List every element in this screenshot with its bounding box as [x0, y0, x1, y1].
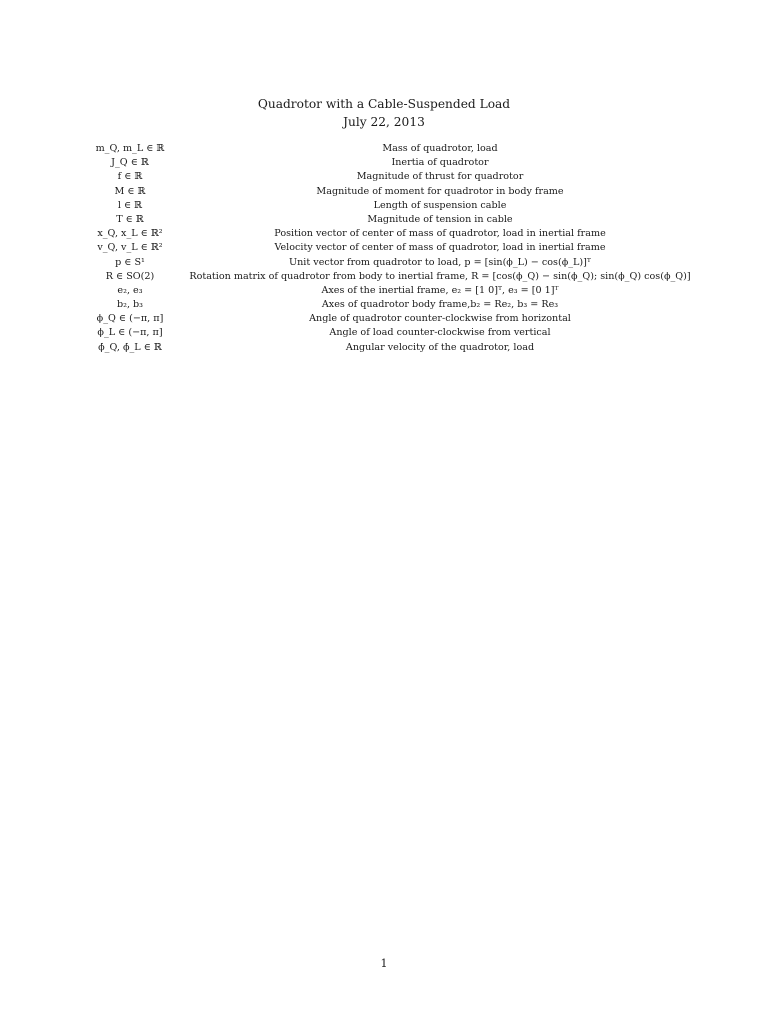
- symbol-cell: e₂, e₃: [117, 284, 143, 296]
- table-row: [0, 270, 768, 284]
- description-cell: Inertia of quadrotor: [391, 157, 489, 169]
- symbol-cell: l ∈ ℝ: [117, 199, 143, 211]
- page-number: 1: [380, 957, 388, 970]
- table-row: [0, 142, 768, 156]
- nomenclature-table: [0, 142, 768, 355]
- description-cell: Angle of quadrotor counter-clockwise from horizontal: [309, 313, 571, 325]
- description-cell: Rotation matrix of quadrotor from body to inertial frame, R = [cos(ϕ_Q) − sin(ϕ_Q); sin(ϕ_Q) cos(ϕ_Q)]: [189, 270, 691, 282]
- symbol-cell: p ∈ S¹: [115, 256, 145, 268]
- description-cell: Mass of quadrotor, load: [382, 143, 498, 154]
- symbol-cell: J_Q ∈ ℝ: [111, 157, 149, 169]
- description-cell: Axes of the inertial frame, e₂ = [1 0]ᵀ, e₃ = [0 1]ᵀ: [321, 284, 559, 296]
- symbol-cell: x_Q, x_L ∈ ℝ²: [97, 228, 163, 240]
- table-row: [0, 284, 768, 298]
- symbol-cell: m_Q, m_L ∈ ℝ: [95, 143, 165, 154]
- symbol-cell: M ∈ ℝ: [114, 185, 146, 197]
- document-title: Quadrotor with a Cable-Suspended Load: [257, 97, 511, 111]
- table-row: [0, 213, 768, 227]
- description-cell: Angular velocity of the quadrotor, load: [345, 341, 535, 353]
- symbol-cell: R ∈ SO(2): [105, 270, 155, 282]
- description-cell: Velocity vector of center of mass of quadrotor, load in inertial frame: [274, 242, 606, 254]
- table-row: [0, 241, 768, 255]
- table-row: [0, 256, 768, 270]
- description-cell: Magnitude of thrust for quadrotor: [356, 171, 524, 183]
- table-row: [0, 326, 768, 340]
- description-cell: Axes of quadrotor body frame,b₂ = Re₂, b₃ = Re₃: [321, 299, 559, 311]
- table-row: [0, 227, 768, 241]
- description-cell: Magnitude of moment for quadrotor in body frame: [316, 185, 564, 197]
- description-cell: Position vector of center of mass of quadrotor, load in inertial frame: [274, 228, 606, 240]
- table-row: [0, 341, 768, 355]
- symbol-cell: ϕ_L ∈ (−π, π]: [97, 327, 163, 339]
- symbol-cell: ϕ̇_Q, ϕ̇_L ∈ ℝ: [98, 341, 162, 353]
- description-cell: Unit vector from quadrotor to load, p = [sin(ϕ_L) − cos(ϕ_L)]ᵀ: [289, 256, 591, 268]
- table-row: [0, 312, 768, 326]
- symbol-cell: ϕ_Q ∈ (−π, π]: [96, 313, 164, 325]
- table-row: [0, 170, 768, 184]
- table-row: [0, 185, 768, 199]
- title-block: [0, 95, 768, 131]
- symbol-cell: v_Q, v_L ∈ ℝ²: [97, 242, 163, 254]
- table-row: [0, 298, 768, 312]
- description-cell: Length of suspension cable: [373, 199, 507, 211]
- table-row: [0, 156, 768, 170]
- description-cell: Angle of load counter-clockwise from vertical: [329, 327, 551, 339]
- document-date: July 22, 2013: [343, 115, 425, 129]
- table-row: [0, 199, 768, 213]
- description-cell: Magnitude of tension in cable: [367, 213, 513, 225]
- symbol-cell: f ∈ ℝ: [117, 171, 143, 183]
- symbol-cell: T ∈ ℝ: [116, 213, 144, 225]
- symbol-cell: b₂, b₃: [116, 299, 144, 311]
